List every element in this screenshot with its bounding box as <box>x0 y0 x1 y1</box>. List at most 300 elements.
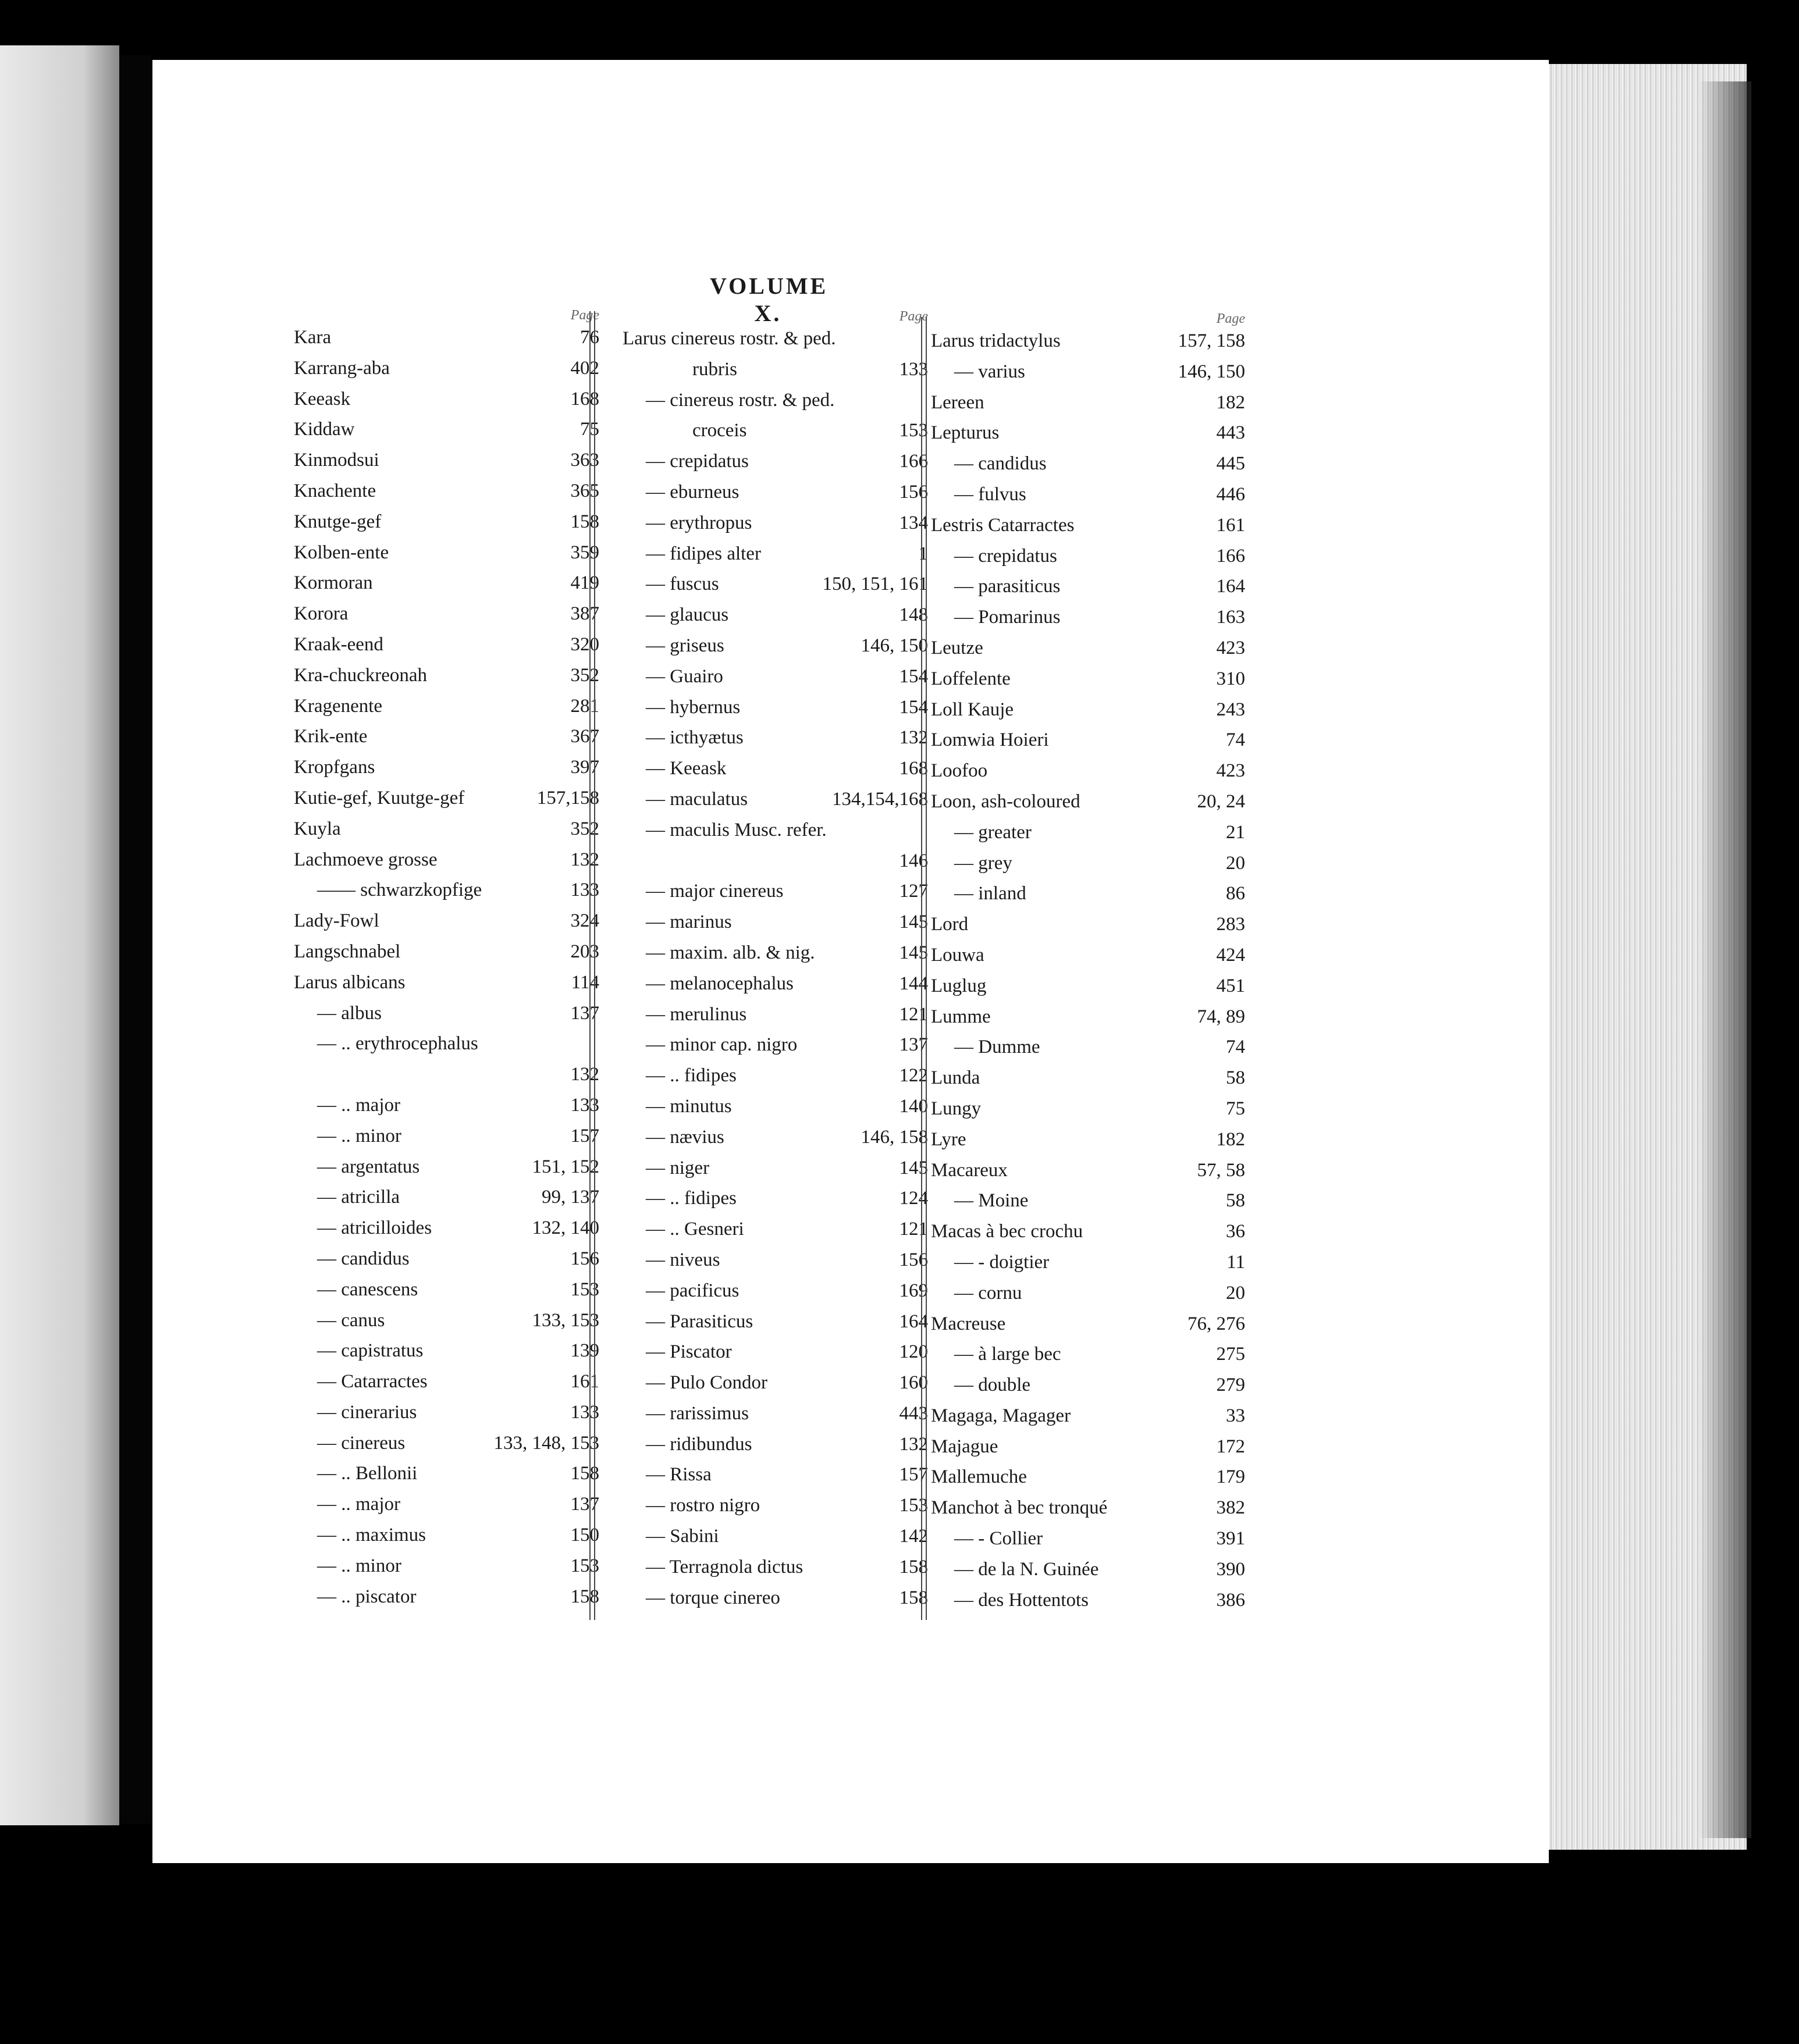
index-entry <box>294 414 599 445</box>
entry-term: — double <box>954 1374 1031 1396</box>
entry-term: — fulvus <box>954 483 1026 505</box>
entry-term: Kiddaw <box>294 419 355 440</box>
entry-page-number: 157 <box>570 1125 599 1146</box>
entry-term: — .. minor <box>317 1125 401 1146</box>
index-entry <box>931 448 1245 479</box>
index-entry <box>623 1183 928 1214</box>
index-entry <box>623 876 928 907</box>
entry-page-number: 122 <box>899 1065 928 1087</box>
index-entry <box>294 752 599 783</box>
entry-page-number: 75 <box>580 419 599 440</box>
index-entry <box>294 322 599 353</box>
entry-term: Karrang-aba <box>294 357 390 379</box>
index-entry <box>294 1336 599 1366</box>
entry-page-number: 99, 137 <box>542 1187 599 1208</box>
entry-page-number: 445 <box>1216 453 1245 475</box>
entry-term: Larus cinereus rostr. & ped. <box>623 328 836 349</box>
index-entry <box>931 1216 1245 1247</box>
index-entry <box>623 1276 928 1306</box>
entry-page-number: 158 <box>570 1586 599 1607</box>
entry-term: Knachente <box>294 480 376 501</box>
entry-term: — Terragnola dictus <box>646 1556 803 1577</box>
entry-page-number: 158 <box>899 1587 928 1608</box>
entry-term: — .. Gesneri <box>646 1219 744 1240</box>
entry-term: — cinereus <box>317 1432 406 1454</box>
entry-page-number: 124 <box>899 1188 928 1209</box>
index-entry <box>931 1063 1245 1094</box>
index-entry <box>931 1339 1245 1370</box>
index-entry <box>623 323 928 354</box>
index-entry <box>623 968 928 999</box>
index-entry <box>294 568 599 599</box>
entry-page-number: 164 <box>1216 576 1245 597</box>
book-spine <box>119 55 151 1824</box>
entry-page-number: 133, 153 <box>532 1309 599 1331</box>
entry-term: rubris <box>692 358 737 380</box>
index-entry <box>294 1090 599 1121</box>
index-entry <box>294 1520 599 1551</box>
index-entry <box>623 354 928 385</box>
entry-term: Lady-Fowl <box>294 910 379 932</box>
entry-term: — minutus <box>646 1095 732 1117</box>
entry-term: — parasiticus <box>954 576 1061 597</box>
entry-page-number: 127 <box>899 881 928 902</box>
index-entry <box>623 1122 928 1153</box>
entry-page-number: 151, 152 <box>532 1156 599 1177</box>
entry-page-number: 1 <box>918 543 928 564</box>
entry-term: — fidipes alter <box>646 543 761 564</box>
index-entry <box>931 1155 1245 1186</box>
index-entry <box>294 1366 599 1397</box>
entry-term: Knutge-gef <box>294 511 382 532</box>
entry-page-number: 281 <box>570 695 599 717</box>
entry-page-number: 144 <box>899 973 928 994</box>
entry-page-number: 76, 276 <box>1188 1313 1245 1334</box>
entry-page-number: 21 <box>1226 821 1245 843</box>
entry-page-number: 156 <box>899 481 928 503</box>
entry-page-number: 164 <box>899 1311 928 1332</box>
entry-term: — grey <box>954 852 1012 874</box>
entry-page-number: 168 <box>570 388 599 409</box>
entry-page-number: 137 <box>570 1494 599 1515</box>
entry-term: — atricilloides <box>317 1217 432 1239</box>
index-entry <box>623 661 928 692</box>
entry-term: Macas à bec crochu <box>931 1221 1083 1242</box>
entry-term: — Parasiticus <box>646 1311 753 1332</box>
entry-term: — cornu <box>954 1282 1022 1304</box>
entry-page-number: 154 <box>899 665 928 687</box>
entry-term: — maxim. alb. & nig. <box>646 942 815 963</box>
entry-page-number: 132, 140 <box>532 1217 599 1239</box>
index-entry <box>623 1153 928 1184</box>
entry-page-number: 74 <box>1226 729 1245 751</box>
entry-page-number: 33 <box>1226 1405 1245 1426</box>
index-entry <box>931 1493 1245 1523</box>
entry-term: Macareux <box>931 1159 1008 1181</box>
index-entry <box>623 477 928 508</box>
entry-page-number: 146, 150 <box>861 635 928 656</box>
entry-term: — Guairo <box>646 665 723 687</box>
entry-term: Manchot à bec tronqué <box>931 1497 1108 1519</box>
entry-term: — inland <box>954 883 1026 905</box>
entry-page-number: 423 <box>1216 760 1245 782</box>
entry-term: — fuscus <box>646 574 719 595</box>
entry-page-number: 279 <box>1216 1374 1245 1396</box>
entry-page-number: 172 <box>1216 1436 1245 1457</box>
index-entry <box>931 817 1245 848</box>
entry-term: Kragenente <box>294 695 383 717</box>
entry-page-number: 283 <box>1216 914 1245 935</box>
entry-page-number: 57, 58 <box>1197 1159 1245 1181</box>
entry-term: — hybernus <box>646 696 741 718</box>
entry-page-number: 451 <box>1216 975 1245 996</box>
entry-term: Lord <box>931 914 969 935</box>
entry-page-number: 133 <box>570 1094 599 1116</box>
entry-term: — atricilla <box>317 1187 400 1208</box>
entry-page-number: 146, 158 <box>861 1126 928 1148</box>
index-entry <box>931 1309 1245 1340</box>
entry-page-number: 157 <box>899 1464 928 1486</box>
entry-page-number: 137 <box>570 1002 599 1024</box>
entry-page-number: 158 <box>899 1556 928 1577</box>
entry-term: Larus tridactylus <box>931 330 1061 351</box>
entry-page-number: 36 <box>1226 1221 1245 1242</box>
index-entry <box>931 1401 1245 1431</box>
entry-page-number: 390 <box>1216 1558 1245 1580</box>
entry-page-number: 150 <box>570 1525 599 1546</box>
index-entry <box>931 1185 1245 1216</box>
index-entry <box>623 1521 928 1552</box>
entry-term: Lepturus <box>931 422 1000 444</box>
entry-term: — nævius <box>646 1126 724 1148</box>
entry-term: Louwa <box>931 944 984 966</box>
index-entry <box>623 753 928 784</box>
entry-term: — minor cap. nigro <box>646 1034 798 1056</box>
entry-term: Kuyla <box>294 818 341 839</box>
index-entry <box>623 784 928 815</box>
entry-term: — rarissimus <box>646 1402 749 1424</box>
entry-term: — Dumme <box>954 1037 1040 1058</box>
entry-page-number: 133 <box>899 358 928 380</box>
index-entry <box>294 1059 599 1090</box>
entry-page-number: 133, 148, 153 <box>493 1432 599 1454</box>
index-entry <box>294 1551 599 1582</box>
entry-page-number: 168 <box>899 758 928 779</box>
entry-term: — .. major <box>317 1494 400 1515</box>
index-entry <box>623 1490 928 1521</box>
entry-page-number: 20 <box>1226 852 1245 874</box>
entry-page-number: 145 <box>899 1157 928 1178</box>
index-entry <box>294 1213 599 1244</box>
entry-page-number: 20 <box>1226 1282 1245 1304</box>
entry-page-number: 402 <box>570 357 599 379</box>
entry-page-number: 352 <box>570 818 599 839</box>
entry-page-number: 443 <box>1216 422 1245 444</box>
index-entry <box>623 385 928 416</box>
entry-term: Loofoo <box>931 760 988 782</box>
entry-term: — à large bec <box>954 1344 1061 1365</box>
entry-page-number: 133 <box>570 879 599 901</box>
index-column-2 <box>623 309 928 1613</box>
index-entry <box>931 1278 1245 1309</box>
entry-term: Kara <box>294 327 332 348</box>
index-entry <box>294 1244 599 1274</box>
column-rule <box>589 311 595 1620</box>
entry-page-number: 182 <box>1216 1128 1245 1150</box>
entry-term: — melanocephalus <box>646 973 794 994</box>
entry-term: Lungy <box>931 1098 982 1119</box>
index-entry <box>931 1002 1245 1032</box>
entry-term: Kolben-ente <box>294 542 389 563</box>
entry-term: — Moine <box>954 1190 1029 1212</box>
index-entry <box>623 722 928 753</box>
entry-term: — niger <box>646 1157 710 1178</box>
entry-page-number: 76 <box>580 327 599 348</box>
index-entry <box>294 445 599 476</box>
index-entry <box>623 508 928 539</box>
entry-term: Magaga, Magager <box>931 1405 1071 1426</box>
index-entry <box>294 660 599 691</box>
index-entry <box>931 602 1245 633</box>
entry-term: Korora <box>294 603 349 625</box>
index-entry <box>294 1458 599 1489</box>
entry-term: — merulinus <box>646 1003 747 1025</box>
entry-term: Kormoran <box>294 572 373 594</box>
index-entry <box>294 998 599 1029</box>
entry-term: — albus <box>317 1002 382 1024</box>
entry-page-number: 86 <box>1226 883 1245 905</box>
entry-page-number: 419 <box>570 572 599 594</box>
entry-page-number: 243 <box>1216 699 1245 720</box>
index-entry <box>623 539 928 569</box>
entry-page-number: 161 <box>1216 514 1245 536</box>
entry-term: — icthyætus <box>646 727 744 749</box>
index-entry <box>623 1030 928 1060</box>
entry-term: — .. fidipes <box>646 1065 737 1087</box>
entry-page-number: 423 <box>1216 637 1245 658</box>
entry-term: — .. minor <box>317 1555 401 1576</box>
entry-page-number: 140 <box>899 1095 928 1117</box>
index-entry <box>294 906 599 936</box>
entry-term: — varius <box>954 361 1025 382</box>
index-entry <box>931 1523 1245 1554</box>
entry-page-number: 74 <box>1226 1037 1245 1058</box>
entry-term: — cinerarius <box>317 1401 417 1423</box>
index-entry <box>623 1583 928 1614</box>
entry-term: Kinmodsui <box>294 450 379 471</box>
entry-page-number: 166 <box>1216 545 1245 567</box>
entry-page-number: 157, 158 <box>1178 330 1245 351</box>
index-entry <box>294 599 599 629</box>
index-entry <box>623 907 928 938</box>
index-entry <box>294 1397 599 1428</box>
entry-term: — niveus <box>646 1249 720 1270</box>
entry-page-number: 132 <box>899 727 928 749</box>
index-entry <box>294 476 599 507</box>
index-entry <box>623 1459 928 1490</box>
index-entry <box>931 571 1245 602</box>
index-entry <box>623 1552 928 1583</box>
entry-term: — .. erythrocephalus <box>317 1033 478 1055</box>
entry-term: — rostro nigro <box>646 1495 760 1516</box>
entry-term: Lyre <box>931 1128 966 1150</box>
entry-term: — - Collier <box>954 1528 1043 1550</box>
entry-page-number: 203 <box>570 941 599 962</box>
entry-term: Macreuse <box>931 1313 1006 1334</box>
index-entry <box>931 633 1245 664</box>
entry-page-number: 424 <box>1216 944 1245 966</box>
index-entry <box>931 878 1245 909</box>
entry-page-number: 352 <box>570 664 599 686</box>
entry-page-number: 142 <box>899 1526 928 1547</box>
index-entry <box>931 1462 1245 1493</box>
index-entry <box>931 357 1245 387</box>
entry-page-number: 156 <box>899 1249 928 1270</box>
entry-term: Kra-chuckreonah <box>294 664 428 686</box>
entry-page-number: 169 <box>899 1280 928 1301</box>
entry-term: — maculatus <box>646 788 748 810</box>
entry-term: Kraak-eend <box>294 633 383 655</box>
index-entry <box>931 848 1245 879</box>
index-entry <box>931 1431 1245 1462</box>
entry-page-number: 157,158 <box>536 787 599 809</box>
entry-term: — maculis Musc. refer. <box>646 819 827 841</box>
index-entry <box>623 1368 928 1398</box>
index-entry <box>623 1060 928 1091</box>
entry-term: Mallemuche <box>931 1466 1027 1488</box>
entry-page-number: 367 <box>570 726 599 747</box>
index-entry <box>931 971 1245 1002</box>
entry-page-number: 163 <box>1216 607 1245 628</box>
index-entry <box>294 814 599 845</box>
index-entry <box>931 1247 1245 1278</box>
entry-term: — Piscator <box>646 1341 732 1363</box>
entry-page-number: 58 <box>1226 1190 1245 1212</box>
index-entry <box>294 384 599 415</box>
entry-term: Kropfgans <box>294 757 375 778</box>
entry-page-number: 156 <box>570 1248 599 1269</box>
index-entry <box>294 1028 599 1059</box>
entry-term: — crepidatus <box>954 545 1057 567</box>
entry-term: — des Hottentots <box>954 1589 1089 1611</box>
index-entry <box>623 999 928 1030</box>
entry-page-number: 310 <box>1216 668 1245 689</box>
index-entry <box>294 691 599 722</box>
entry-term: — .. fidipes <box>646 1188 737 1209</box>
entry-term: — candidus <box>954 453 1047 475</box>
entry-term: — canus <box>317 1309 385 1331</box>
index-entry <box>623 815 928 846</box>
index-entry <box>294 1121 599 1152</box>
index-entry <box>931 387 1245 418</box>
entry-term: Loffelente <box>931 668 1011 689</box>
page-column-label: Page <box>570 308 599 323</box>
entry-page-number: 145 <box>899 911 928 933</box>
entry-term: Majague <box>931 1436 998 1457</box>
entry-term: Luglug <box>931 975 987 996</box>
entry-page-number: 133 <box>570 1401 599 1423</box>
index-entry <box>931 541 1245 572</box>
entry-page-number: 391 <box>1216 1528 1245 1550</box>
index-entry <box>294 783 599 814</box>
index-entry <box>931 786 1245 817</box>
entry-page-number: 179 <box>1216 1466 1245 1488</box>
index-entry <box>623 1214 928 1245</box>
entry-term: — pacificus <box>646 1280 739 1301</box>
index-entry <box>623 1337 928 1368</box>
entry-page-number: 397 <box>570 757 599 778</box>
entry-page-number: 137 <box>899 1034 928 1056</box>
entry-term: Lestris Catarractes <box>931 514 1075 536</box>
entry-page-number: 132 <box>899 1433 928 1455</box>
entry-page-number: 443 <box>899 1402 928 1424</box>
index-entry <box>294 1182 599 1213</box>
index-entry <box>623 846 928 877</box>
entry-page-number: 132 <box>570 849 599 870</box>
page-column-label: Page <box>1216 311 1245 326</box>
entry-term: — marinus <box>646 911 732 933</box>
index-entry <box>623 1245 928 1276</box>
entry-term: — Rissa <box>646 1464 712 1486</box>
index-entry <box>623 692 928 723</box>
entry-term: — Catarractes <box>317 1371 428 1393</box>
index-entry <box>623 1429 928 1460</box>
index-entry <box>623 569 928 600</box>
index-entry <box>623 600 928 631</box>
entry-term: — canescens <box>317 1279 418 1300</box>
entry-page-number: 11 <box>1226 1251 1245 1273</box>
index-entry <box>623 415 928 446</box>
index-entry <box>294 1428 599 1459</box>
entry-page-number: 324 <box>570 910 599 932</box>
entry-page-number: 139 <box>570 1340 599 1362</box>
entry-page-number: 120 <box>899 1341 928 1363</box>
index-entry <box>623 938 928 968</box>
column-rule <box>921 317 927 1620</box>
entry-term: Loll Kauje <box>931 699 1014 720</box>
entry-page-number: 158 <box>570 511 599 532</box>
entry-term: — torque cinereo <box>646 1587 780 1608</box>
entry-page-number: 446 <box>1216 483 1245 505</box>
index-entry <box>294 875 599 906</box>
index-entry <box>623 1091 928 1122</box>
index-entry <box>931 1370 1245 1401</box>
entry-term: Lomwia Hoieri <box>931 729 1049 751</box>
entry-term: — griseus <box>646 635 724 656</box>
index-entry <box>294 353 599 384</box>
entry-term: — ridibundus <box>646 1433 752 1455</box>
index-entry <box>294 845 599 875</box>
entry-term: — Pomarinus <box>954 607 1061 628</box>
entry-page-number: 134,154,168 <box>832 788 928 810</box>
entry-page-number: 182 <box>1216 391 1245 413</box>
index-entry <box>931 1554 1245 1585</box>
entry-term: — major cinereus <box>646 881 784 902</box>
entry-page-number: 387 <box>570 603 599 625</box>
entry-page-number: 75 <box>1226 1098 1245 1119</box>
index-entry <box>931 510 1245 541</box>
entry-term: Lumme <box>931 1006 991 1027</box>
entry-term: — eburneus <box>646 481 739 503</box>
entry-page-number: 150, 151, 161 <box>822 574 928 595</box>
entry-term: — .. maximus <box>317 1525 426 1546</box>
index-entry <box>931 909 1245 940</box>
entry-term: — crepidatus <box>646 451 749 472</box>
index-entry <box>931 940 1245 971</box>
entry-term: — capistratus <box>317 1340 424 1362</box>
index-entry <box>294 721 599 752</box>
entry-term: Lachmoeve grosse <box>294 849 438 870</box>
